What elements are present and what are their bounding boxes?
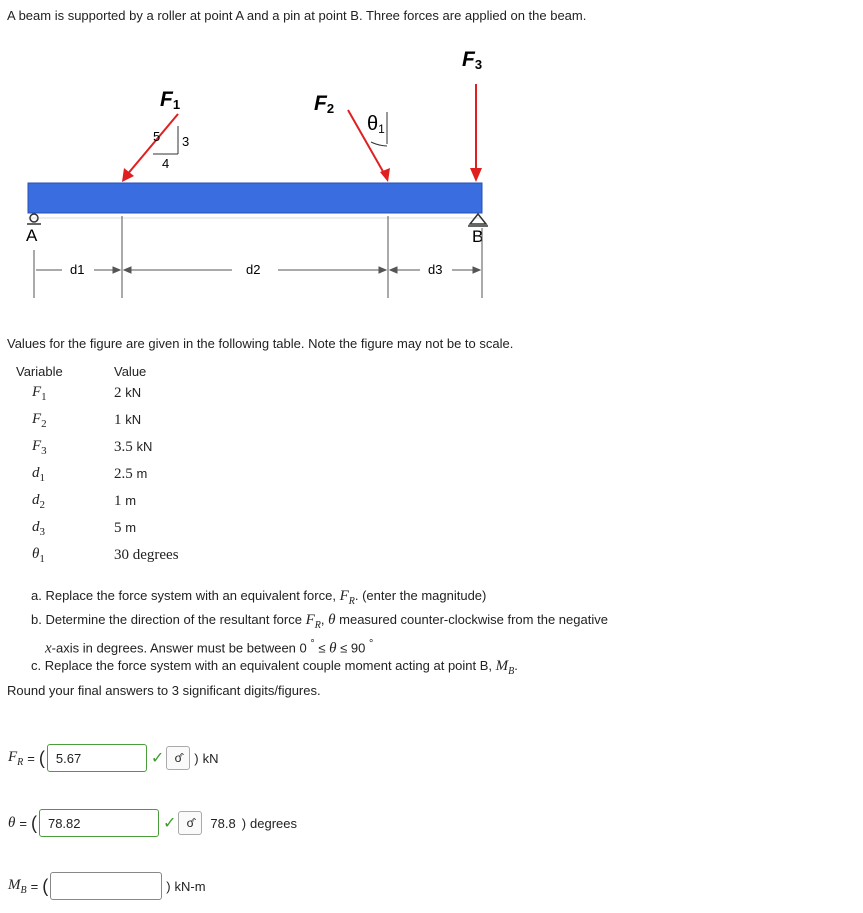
beam: [28, 183, 482, 213]
sigma-key-glyph: σ̂: [174, 751, 182, 765]
question-b: [31, 611, 851, 635]
f3-force-arrow: [470, 84, 482, 182]
table-row: [16, 407, 179, 434]
fr-answer-value: 5.67: [55, 750, 82, 766]
rounding-note: Round your final answers to 3 significant digits/figures.: [7, 683, 321, 698]
value-number: 1: [114, 412, 122, 428]
value-cell: [114, 380, 179, 407]
f2-subscript: 2: [326, 101, 335, 116]
answer-row-theta: [8, 808, 297, 838]
f1-force-arrow: [122, 114, 178, 182]
f3-letter: F: [462, 48, 475, 71]
question-b-comma: ,: [320, 612, 325, 627]
dimension-extension-lines: [34, 216, 482, 298]
var-letter: θ: [32, 546, 40, 562]
f1-label: [160, 88, 180, 112]
point-b-label: B: [472, 227, 484, 246]
table-row: [16, 488, 179, 515]
var-subscript: 2: [41, 418, 47, 430]
fr-unit: kN: [202, 750, 219, 766]
question-a-text: a. Replace the force system with an equivalent force,: [31, 588, 336, 603]
var-letter: d: [32, 492, 40, 508]
theta-symbol: θ: [329, 640, 337, 657]
sigma-key-glyph: σ̂: [186, 816, 195, 830]
answer-row-mb: [8, 871, 206, 901]
mb-symbol: [495, 658, 515, 678]
x-symbol: x: [45, 640, 52, 657]
theta-answer-label: θ: [8, 814, 16, 831]
value-unit: m: [136, 466, 148, 481]
open-paren: (: [42, 875, 49, 896]
variable-cell: [16, 380, 114, 407]
degree-symbol: °: [368, 638, 374, 650]
check-icon: ✓: [150, 750, 165, 767]
fr-letter: F: [305, 612, 315, 628]
mb-answer-label: [8, 877, 27, 896]
fr-letter: F: [339, 588, 349, 604]
value-number: 30 degrees: [114, 547, 179, 563]
roller-support-a: [27, 214, 41, 224]
variable-cell: [16, 515, 114, 542]
var-letter: F: [32, 384, 42, 400]
theta-answer-input[interactable]: [39, 809, 159, 837]
equals-sign: =: [30, 878, 39, 894]
table-row: [16, 461, 179, 488]
value-number: 2: [114, 385, 122, 401]
var-subscript: 2: [39, 499, 45, 511]
question-b-line2: [31, 635, 851, 657]
le-symbol: ≤: [318, 640, 326, 656]
close-paren: ): [194, 750, 199, 766]
var-subscript: 3: [41, 445, 47, 457]
value-number: 3.5: [114, 439, 133, 455]
theta-subscript: 1: [378, 122, 385, 136]
value-cell: [114, 542, 179, 569]
fr-answer-letter: F: [8, 748, 18, 765]
value-unit: m: [125, 520, 137, 535]
fr-answer-label: [8, 749, 23, 768]
header-variable: Variable: [16, 363, 63, 379]
question-c-text: c. Replace the force system with an equivalent couple moment acting at point B,: [31, 658, 493, 674]
theta-arc: [371, 142, 387, 146]
fr-answer-subscript: R: [17, 756, 24, 768]
problem-intro: A beam is supported by a roller at point A and a pin at point B. Three forces are applied on the beam.: [7, 8, 587, 23]
mb-letter: M: [495, 658, 509, 675]
var-letter: d: [32, 519, 40, 535]
f3-subscript: 3: [474, 57, 483, 72]
degree-symbol: °: [310, 638, 315, 650]
f1-letter: F: [160, 88, 173, 111]
mb-unit: kN-m: [174, 878, 206, 894]
open-paren: (: [38, 747, 45, 768]
theta1-label: [367, 113, 385, 136]
mb-answer-subscript: B: [20, 884, 27, 896]
table-row: [16, 515, 179, 542]
value-cell: [114, 407, 179, 434]
table-note: Values for the figure are given in the following table. Note the figure may not be to scale.: [7, 336, 514, 351]
var-letter: F: [32, 438, 42, 454]
f1-subscript: 1: [172, 97, 181, 112]
point-a-label: A: [26, 226, 38, 245]
equals-sign: =: [19, 815, 27, 831]
values-table: [16, 362, 179, 569]
d3-label: d3: [428, 262, 443, 277]
open-paren: (: [30, 812, 37, 833]
ninety-value: 90: [350, 640, 366, 656]
var-subscript: 3: [39, 526, 45, 538]
theta-unit: degrees: [250, 815, 298, 831]
equals-sign: =: [27, 750, 35, 766]
variable-cell: [16, 488, 114, 515]
slope-4-label: 4: [162, 156, 170, 171]
question-list: [31, 587, 851, 681]
theta-symbol: θ: [328, 612, 336, 628]
pin-support-b: [468, 214, 488, 226]
table-row: [16, 434, 179, 461]
sigma-key-icon[interactable]: [166, 746, 190, 770]
fr-symbol: [339, 588, 355, 607]
theta-answer-value: 78.82: [47, 815, 81, 831]
question-a-suffix: . (enter the magnitude): [354, 588, 487, 603]
table-header-row: [16, 362, 179, 380]
var-subscript: 1: [39, 553, 45, 565]
question-c: [31, 657, 851, 681]
theta-previous-answer: 78.8: [210, 815, 236, 831]
f3-label: [462, 48, 482, 72]
slope-5-label: 5: [153, 129, 161, 144]
var-letter: d: [32, 465, 40, 481]
variable-cell: [16, 434, 114, 461]
close-paren: ): [241, 815, 247, 831]
variable-cell: [16, 542, 114, 569]
check-icon: ✓: [162, 815, 177, 832]
value-number: 5: [114, 520, 122, 536]
var-letter: F: [32, 411, 42, 427]
table-row: [16, 380, 179, 407]
mb-answer-letter: M: [8, 876, 21, 893]
table-row: [16, 542, 179, 569]
d1-label: d1: [70, 262, 85, 277]
f2-letter: F: [314, 92, 327, 115]
value-unit: m: [125, 493, 137, 508]
close-paren: ): [166, 878, 171, 894]
mb-answer-input[interactable]: [50, 872, 162, 900]
value-cell: [114, 488, 179, 515]
var-subscript: 1: [41, 391, 47, 403]
value-unit: kN: [125, 412, 142, 427]
slope-3-label: 3: [182, 134, 190, 149]
value-unit: kN: [125, 385, 142, 400]
le-symbol: ≤: [340, 640, 348, 656]
question-c-suffix: .: [514, 658, 518, 674]
question-b-suffix: measured counter-clockwise from the negative: [339, 612, 608, 627]
value-cell: [114, 434, 179, 461]
beam-figure: [0, 40, 560, 315]
fr-symbol: [305, 612, 321, 631]
fr-answer-input[interactable]: [47, 744, 147, 772]
value-number: 2.5: [114, 466, 133, 482]
question-a: [31, 587, 851, 611]
sigma-key-icon[interactable]: [178, 811, 202, 835]
mb-subscript: B: [508, 666, 515, 678]
header-value: Value: [114, 363, 147, 379]
fr-subscript: R: [348, 596, 355, 607]
var-subscript: 1: [39, 472, 45, 484]
value-cell: [114, 461, 179, 488]
f2-label: [314, 92, 334, 116]
d2-label: d2: [246, 262, 261, 277]
question-b-text: b. Determine the direction of the resultant force: [31, 612, 302, 627]
question-b-line2-text: -axis in degrees. Answer must be between 0: [51, 640, 307, 656]
variable-cell: [16, 461, 114, 488]
value-number: 1: [114, 493, 122, 509]
theta-letter: θ: [367, 113, 379, 135]
value-unit: kN: [136, 439, 153, 454]
value-cell: [114, 515, 179, 542]
variable-cell: [16, 407, 114, 434]
answer-row-fr: [8, 743, 219, 773]
fr-subscript: R: [314, 620, 321, 631]
